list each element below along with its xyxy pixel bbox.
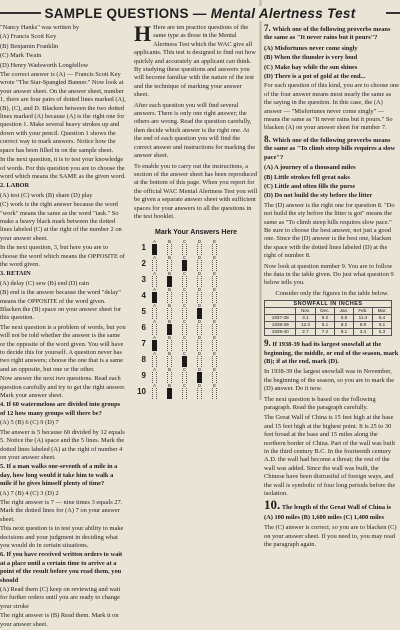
answer-row-number: 3 <box>141 274 146 284</box>
answer-mark-empty <box>182 372 187 383</box>
great-wall-paragraph: The Great Wall of China is 15 feet high at the base and 15 feet high at the highest point. It is 25 to 30 feet broad at the base and 15 miles along the northern border of China. Part of the wall was built in the third century B.C. In the fourteenth century A.D. the wall had become a threat; the rest of the wall was added. Since the wall was built, the Chinese have been distrustful of foreign ways, and the wall is symbolic of four long periods before the isolation. <box>264 414 396 498</box>
table-cell: 11.4 <box>353 315 372 322</box>
left-text-line: (A) delay (C) sew (B) end (D) rain <box>0 279 89 287</box>
answer-bubble[interactable] <box>167 320 172 335</box>
instructions-paragraph: After each question you will find several answers. There is only one right answer; the others are wrong. Read the question carefully, then decide which answer is the right one. At the end of each question you will find the correct answer and instructions for marking the answer sheet. <box>134 101 256 160</box>
answer-letter: E <box>212 351 216 357</box>
question-10-explanation: The (C) answer is correct, so you are to blacken (C) on your answer sheet. If you need to, you may read the paragraph again. <box>264 524 397 549</box>
answer-bubble[interactable] <box>182 368 187 383</box>
left-text-line: (B) end is the answer because the word "delay" means the OPPOSITE of the word given. Blacken the (B) space on your answer sheet for this question. <box>0 289 122 322</box>
question-8-option: (D) Do not build the sty before the litter <box>264 192 373 200</box>
answer-letter: E <box>212 287 216 293</box>
left-text-line: The right answer is 7 — nine times 3 equals 27. Mark the dotted lines for (A) 7 on your answer sheet. <box>0 498 123 523</box>
answer-mark-empty <box>152 276 157 287</box>
table-cell: 3.1 <box>296 315 315 322</box>
left-text-line: (A) test (C) work (B) share (D) play <box>0 191 93 199</box>
answer-sheet <box>134 240 258 400</box>
table-header-cell: Dec. <box>315 308 335 315</box>
answer-mark-empty <box>212 340 217 351</box>
answer-bubble[interactable] <box>182 352 187 367</box>
answer-bubble[interactable] <box>167 240 172 255</box>
left-text-line: Now answer the next two questions. Read each question carefully and try to get the right answer. Mark your answer sheet. <box>0 375 126 400</box>
answer-bubble[interactable] <box>212 256 217 271</box>
answer-letter: E <box>212 239 216 245</box>
question-7-option: (D) There is a pot of gold at the end... <box>264 73 366 81</box>
answer-bubble[interactable] <box>197 368 202 383</box>
answer-row-number: 6 <box>141 322 146 332</box>
answer-letter: E <box>212 335 216 341</box>
answer-bubble[interactable] <box>197 320 202 335</box>
answer-row <box>134 288 258 304</box>
answer-mark-empty <box>167 292 172 303</box>
answer-bubble[interactable] <box>197 288 202 303</box>
answer-mark-empty <box>152 260 157 271</box>
answer-mark-empty <box>212 292 217 303</box>
answer-bubble[interactable] <box>152 272 157 287</box>
answer-letter: D <box>197 319 202 325</box>
answer-letter: E <box>212 367 216 373</box>
table-cell: 6.1 <box>373 322 392 329</box>
answer-letter: A <box>152 303 156 309</box>
table-header-cell: Jan. <box>335 308 353 315</box>
answer-mark-empty <box>182 388 187 399</box>
answer-mark-empty <box>182 340 187 351</box>
answer-letter: A <box>152 383 156 389</box>
left-text-line: 2. LABOR <box>0 182 30 190</box>
answer-bubble[interactable] <box>152 240 157 255</box>
answer-mark-empty <box>167 244 172 255</box>
answer-mark-filled <box>152 292 157 303</box>
left-text-line: (B) Benjamin Franklin <box>0 42 59 50</box>
answer-letter: D <box>197 367 202 373</box>
answer-bubble[interactable] <box>152 320 157 335</box>
answer-cells <box>152 320 217 335</box>
answer-row-number: 2 <box>141 258 146 268</box>
question-10 <box>264 496 400 512</box>
answer-letter: D <box>197 287 202 293</box>
answer-bubble[interactable] <box>182 320 187 335</box>
answer-bubble[interactable] <box>152 304 157 319</box>
answer-bubble[interactable] <box>182 304 187 319</box>
answer-bubble[interactable] <box>212 320 217 335</box>
answer-bubble[interactable] <box>167 384 172 399</box>
left-column <box>0 24 126 630</box>
answer-mark-empty <box>167 340 172 351</box>
answer-bubble[interactable] <box>197 240 202 255</box>
table-cell: 6.4 <box>373 315 392 322</box>
table-cell: 5.1 <box>315 322 335 329</box>
answer-bubble[interactable] <box>152 336 157 351</box>
answer-letter: A <box>152 367 156 373</box>
answer-letter: D <box>197 383 202 389</box>
answer-mark-filled <box>182 356 187 367</box>
question-9-text: If 1938-39 had its largest snowfall at the beginning, the middle, or end of the season, mark (B); if at the end, mark (D). <box>264 341 399 365</box>
intro-text: Here are ten practice questions of the same type as those in the Mental Alertness Test which the WAC give all applicants. This test is designed to find out how quickly and accurately an applicant can think. By studying these questions and answers you will become familiar with the nature of the test and the technique of marking your answer sheet. <box>134 24 256 99</box>
answer-mark-empty <box>182 276 187 287</box>
answer-row-number: 1 <box>141 242 146 252</box>
table-cell: 3.4 <box>353 329 372 336</box>
table-header-row <box>265 308 392 315</box>
question-7-explanation: For each question of this kind, you are to choose one of the four answer means most nearly the same as the saying in the question. In this case, the (A) answer — "Misfortunes never come singly" — means the same as "It never rains but it pours." So blacken (A) on your answer sheet for number 7. <box>264 82 400 132</box>
answer-bubble[interactable] <box>212 384 217 399</box>
answer-letter: C <box>182 319 187 325</box>
answer-letter: E <box>212 303 216 309</box>
answer-row <box>134 368 258 384</box>
answer-letter: B <box>167 303 171 309</box>
answer-letter: B <box>167 271 171 277</box>
answer-bubble[interactable] <box>212 240 217 255</box>
table-caption: SNOWFALL IN INCHES <box>265 301 392 308</box>
answer-cells <box>152 352 217 367</box>
answer-mark-empty <box>152 324 157 335</box>
answer-cells <box>152 288 217 303</box>
answer-letter: B <box>167 367 171 373</box>
answer-letter: A <box>152 287 156 293</box>
answer-cells <box>152 384 217 399</box>
question-7-option: (A) Misfortunes never come singly <box>264 44 358 52</box>
answer-row-number: 5 <box>141 306 146 316</box>
table-cell: 1939-40 <box>265 329 296 336</box>
answer-mark-filled <box>167 388 172 399</box>
title-subtitle: Mental Alertness Test <box>210 5 356 21</box>
answer-letter: B <box>167 383 171 389</box>
answer-mark-empty <box>197 244 202 255</box>
title-dash: — <box>188 5 211 21</box>
left-text-line: The answer is 5 because 60 divided by 12 equals 5. Notice the (A) space and the 5 lines. Mark the dotted lines labeled (A) at the right of number 4 on your answer sheet. <box>0 428 125 461</box>
header-rule-right <box>386 12 400 14</box>
left-text-line: 5. If a man walks one-seventh of a mile in a day, how long would it take him to walk a mile if he gives himself plenty of time? <box>0 463 118 488</box>
answer-bubble[interactable] <box>212 288 217 303</box>
question-8 <box>264 135 400 162</box>
answer-bubble[interactable] <box>167 304 172 319</box>
answer-letter: B <box>167 287 171 293</box>
table-cell: 8.2 <box>335 322 353 329</box>
answer-bubble[interactable] <box>197 384 202 399</box>
table-row <box>265 322 392 329</box>
middle-column <box>134 21 258 400</box>
answer-row-number: 8 <box>141 354 146 364</box>
question-9-explanation: In 1938-39 the largest snowfall was in November, the beginning of the season, so you are to mark the (D) answer. Do it now. <box>264 368 395 393</box>
answer-mark-empty <box>167 260 172 271</box>
answer-bubble[interactable] <box>167 288 172 303</box>
answer-bubble[interactable] <box>167 368 172 383</box>
answer-mark-empty <box>212 244 217 255</box>
answer-row <box>134 256 258 272</box>
answer-row <box>134 352 258 368</box>
answer-bubble[interactable] <box>152 256 157 271</box>
answer-mark-empty <box>212 372 217 383</box>
table-cell: 1937-38 <box>265 315 296 322</box>
answer-letter: C <box>182 383 187 389</box>
question-7-text: Which one of the following proverbs means the same as "It never rains but it pours"? <box>264 26 391 42</box>
title-main: SAMPLE QUESTIONS <box>44 5 189 21</box>
snowfall-table <box>264 300 392 336</box>
answer-bubble[interactable] <box>167 336 172 351</box>
drop-cap: H <box>134 21 152 46</box>
question-9 <box>264 339 400 366</box>
left-text-line: In the next question, it is to test your knowledge of words. For this question you are to choose the word which means the SAME as the given word. <box>0 156 126 180</box>
table-cell: 2.7 <box>296 329 315 336</box>
answer-bubble[interactable] <box>152 384 157 399</box>
question-10-text: The length of the Great Wall of China is <box>281 503 391 511</box>
answer-letter: A <box>152 335 156 341</box>
answer-mark-filled <box>152 244 157 255</box>
answer-letter: C <box>182 255 187 261</box>
answer-row <box>134 384 258 400</box>
answer-mark-empty <box>212 356 217 367</box>
answer-letter: E <box>212 383 216 389</box>
answer-row <box>134 336 258 352</box>
table-header-cell: Mar. <box>373 308 392 315</box>
answer-mark-empty <box>197 260 202 271</box>
question-8-explanation: The (D) answer is the right one for question 8. "Do not build the sty before the litter is got" means the same as "To climb steep hills requires slow pace." Be sure to choose the best answer, not just a good one. Since the (D) answer is the best one, blacken the space with the dotted lines labeled (D) at the right of number 8. <box>264 201 395 260</box>
answer-letter: E <box>212 319 216 325</box>
answer-mark-empty <box>152 372 157 383</box>
answer-letter: E <box>212 271 216 277</box>
answer-sheet-title: Mark Your Answers Here <box>155 229 237 237</box>
answer-letter: C <box>182 351 187 357</box>
left-text-line: 6. If you have received written orders to wait at a place until a certain time to arrive at a point of the result before you read them, you should <box>0 551 123 584</box>
answer-letter: C <box>182 335 187 341</box>
question-7-option: (C) Make hay while the sun shines <box>264 63 358 71</box>
table-header-cell: Feb. <box>353 308 372 315</box>
answer-mark-empty <box>212 324 217 335</box>
answer-mark-empty <box>212 276 217 287</box>
answer-mark-empty <box>212 308 217 319</box>
answer-mark-empty <box>212 260 217 271</box>
answer-letter: D <box>197 239 202 245</box>
answer-row <box>134 272 258 288</box>
left-text-line: 4. If 60 watermelons are divided into groups of 12 how many groups will there be? <box>0 401 121 417</box>
answer-letter: B <box>167 239 171 245</box>
answer-letter: D <box>197 303 202 309</box>
left-text-line: This next question is to test your ability to make decisions and your judgment in deciding what you would do in certain situations. <box>0 525 124 549</box>
table-row <box>265 329 392 336</box>
answer-cells <box>152 256 217 271</box>
table-cell: 9.1 <box>335 329 353 336</box>
answer-bubble[interactable] <box>197 352 202 367</box>
right-column <box>264 24 400 552</box>
answer-letter: B <box>167 351 171 357</box>
answer-letter: D <box>197 271 202 277</box>
answer-bubble[interactable] <box>212 336 217 351</box>
answer-letter: A <box>152 351 156 357</box>
question-7-option: (B) When the thunder is very loud <box>264 54 358 62</box>
question-9-intro: Now look at question number 9. You are to follow the data in the table given. Do just what question 9 below tells you. <box>264 262 394 287</box>
answer-row <box>134 304 258 320</box>
answer-bubble[interactable] <box>152 352 157 367</box>
answer-mark-empty <box>167 356 172 367</box>
answer-cells <box>152 336 217 351</box>
answer-letter: C <box>182 287 187 293</box>
answer-letter: B <box>167 335 171 341</box>
table-cell: 9.2 <box>315 315 335 322</box>
answer-bubble[interactable] <box>212 368 217 383</box>
answer-sheet-paragraph: To enable you to carry out the instructions, a section of the answer sheet has been reproduced at the bottom of this page. When you report for the official WAC Mental Alertness Test you will be given a separate answer sheet with sufficient spaces for your answers to all the questions in the test booklet. <box>134 162 258 220</box>
answer-mark-empty <box>182 324 187 335</box>
answer-cells <box>152 240 217 255</box>
page-gutter <box>259 0 262 400</box>
answer-mark-empty <box>167 372 172 383</box>
answer-letter: C <box>182 367 187 373</box>
answer-letter: D <box>197 351 202 357</box>
question-7 <box>264 24 400 43</box>
left-text-line: 3. RETAIN <box>0 270 31 278</box>
answer-bubble[interactable] <box>212 352 217 367</box>
answer-bubble[interactable] <box>152 368 157 383</box>
answer-letter: B <box>167 255 171 261</box>
question-10-number: 10. <box>264 496 281 512</box>
intro-paragraph <box>134 21 258 100</box>
question-10-options: (A) 100 miles (B) 1,600 miles (C) 1,400 miles <box>264 513 384 521</box>
answer-bubble[interactable] <box>182 272 187 287</box>
answer-mark-empty <box>182 308 187 319</box>
answer-bubble[interactable] <box>167 272 172 287</box>
left-text-line: (A) 7 (B) 4 (C) 3 (D) 2 <box>0 489 59 497</box>
answer-mark-empty <box>197 356 202 367</box>
answer-bubble[interactable] <box>167 352 172 367</box>
answer-bubble[interactable] <box>197 272 202 287</box>
answer-row-number: 10 <box>137 386 146 396</box>
table-header-cell <box>265 308 296 315</box>
answer-mark-filled <box>197 372 202 383</box>
table-body <box>265 315 392 336</box>
left-text-line: (C) Mark Twain <box>0 52 42 60</box>
answer-mark-empty <box>197 276 202 287</box>
question-8-option: (B) Little strokes fell great oaks <box>264 173 350 181</box>
answer-letter: C <box>182 239 187 245</box>
answer-bubble[interactable] <box>212 304 217 319</box>
answer-mark-empty <box>197 388 202 399</box>
answer-letter: A <box>152 239 156 245</box>
answer-cells <box>152 304 217 319</box>
answer-bubble[interactable] <box>182 288 187 303</box>
left-text-line: (C) work is the right answer because the word "work" means the same as the word "task." So make a heavy black mark between the dotted lines labeled (C) at the right of the number 2 on your answer sheet. <box>0 201 122 242</box>
table-cell: 12.3 <box>296 322 315 329</box>
answer-mark-empty <box>167 308 172 319</box>
answer-row-number: 4 <box>141 290 146 300</box>
table-cell: 5.5 <box>335 315 353 322</box>
left-text-line: The next question is a problem of words, but you will not be told whether the answer is the same or the opposite of the word given. You will have to decide this for yourself. A question never has two right answers; choose the one that is a same and an opposite, but one or the other. <box>0 323 126 373</box>
answer-letter: A <box>152 271 156 277</box>
answer-mark-empty <box>197 340 202 351</box>
answer-cells <box>152 368 217 383</box>
answer-letter: C <box>182 303 187 309</box>
question-8-option: (C) Little and often fills the purse <box>264 182 356 190</box>
answer-mark-filled <box>152 340 157 351</box>
question-8-option: (A) A journey of a thousand miles <box>264 164 356 172</box>
answer-mark-empty <box>152 356 157 367</box>
table-cell: 5.3 <box>373 329 392 336</box>
answer-bubble[interactable] <box>182 256 187 271</box>
question-7-options <box>264 45 400 82</box>
left-text-line: The right answer is (B) Read them. Mark it on your answer sheet. <box>0 612 119 628</box>
table-cell: 7.2 <box>315 329 335 336</box>
answer-mark-empty <box>152 388 157 399</box>
answer-bubble[interactable] <box>182 384 187 399</box>
question-9-number: 9. <box>264 338 271 349</box>
left-text-line: (D) Henry Wadsworth Longfellow <box>0 61 89 69</box>
answer-row <box>134 320 258 336</box>
paragraph-intro: The next question is based on the following paragraph. Read the paragraph carefully. <box>264 395 376 412</box>
left-text-line: (A) 5 (B) 6 (C) 9 (D) 7 <box>0 419 59 427</box>
answer-mark-empty <box>197 292 202 303</box>
left-text-line: The correct answer is (A) — Francis Scott Key wrote "The Star-Spangled Banner." Now look at your answer sheet. On the answer sheet, number 1, there are four pairs of dotted lines marked (A), (B), (C), and D. Blacken between the two dotted lines marked (A) because (A) is the right one for question 1. Make several heavy strokes up and down with your pencil. Question 1 shows the correct way to mark answers. Notice how the space has been filled in on the sample sheet. <box>0 71 126 154</box>
left-text-line: "Nancy Hanks" was written by <box>0 24 80 31</box>
answer-mark-empty <box>182 244 187 255</box>
answer-bubble[interactable] <box>197 336 202 351</box>
answer-letter: A <box>152 255 156 261</box>
answer-letter: B <box>167 319 171 325</box>
answer-bubble[interactable] <box>197 256 202 271</box>
answer-mark-filled <box>197 308 202 319</box>
question-7-number: 7. <box>264 23 271 33</box>
answer-bubble[interactable] <box>182 336 187 351</box>
answer-bubble[interactable] <box>167 256 172 271</box>
answer-bubble[interactable] <box>197 304 202 319</box>
answer-row <box>134 240 258 256</box>
answer-mark-filled <box>167 324 172 335</box>
answer-bubble[interactable] <box>152 288 157 303</box>
question-8-number: 8. <box>264 133 271 144</box>
answer-mark-empty <box>182 292 187 303</box>
answer-letter: C <box>182 271 187 277</box>
answer-cells <box>152 272 217 287</box>
question-8-text: Which one of the following proverbs means the same as "To climb steep hills requires a slow pace"? <box>264 136 396 161</box>
answer-bubble[interactable] <box>182 240 187 255</box>
answer-mark-empty <box>152 308 157 319</box>
answer-row-number: 7 <box>141 338 146 348</box>
answer-letter: A <box>152 319 156 325</box>
table-cell: 1938-39 <box>265 322 296 329</box>
answer-bubble[interactable] <box>212 272 217 287</box>
table-row <box>265 315 392 322</box>
answer-mark-filled <box>182 260 187 271</box>
answer-row-number: 9 <box>141 370 146 380</box>
answer-letter: D <box>197 255 202 261</box>
question-8-options <box>264 164 400 201</box>
table-cell: 5.9 <box>353 322 372 329</box>
answer-mark-empty <box>197 324 202 335</box>
table-intro: Consider only the figures in the table below. <box>275 289 389 297</box>
answer-mark-filled <box>167 276 172 287</box>
table-header-cell: Nov. <box>296 308 315 315</box>
left-text-line: (A) Francis Scott Key <box>0 33 57 41</box>
answer-letter: E <box>212 255 216 261</box>
answer-mark-empty <box>212 388 217 399</box>
left-text-line: (A) Read them (C) keep on reviewing and wait for further orders until you are ready to change your stroke <box>0 586 121 610</box>
page-title <box>41 6 358 21</box>
page-header <box>0 0 400 26</box>
left-text-line: In the next question, 3, but here you are to choose the word which means the OPPOSITE of the word given. <box>0 244 125 268</box>
answer-letter: D <box>197 335 202 341</box>
